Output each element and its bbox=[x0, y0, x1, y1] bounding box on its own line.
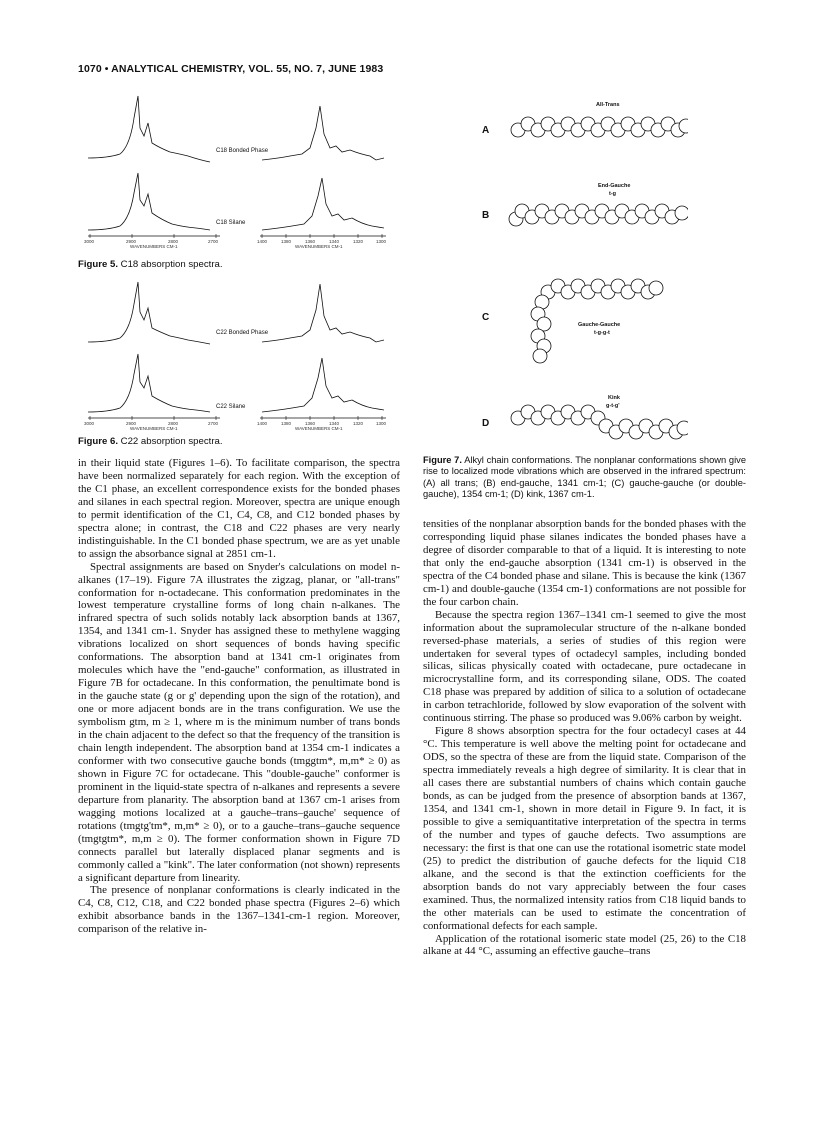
fig7-panel-a-letter: A bbox=[482, 125, 490, 136]
fig7-panel-b-title: End-Gauche bbox=[598, 183, 631, 189]
fig7-conformations bbox=[478, 96, 688, 446]
fig7-caption-label: Figure 7. bbox=[423, 455, 462, 465]
fig5-right-tick-2: 1360 bbox=[305, 239, 316, 244]
fig7-panel-b-subtitle: t-g bbox=[609, 191, 617, 197]
fig5-right-tick-0: 1400 bbox=[257, 239, 268, 244]
fig6-left-tick-2: 2800 bbox=[168, 421, 179, 426]
fig5-right-tick-3: 1340 bbox=[329, 239, 340, 244]
fig7-panel-c-letter: C bbox=[482, 312, 490, 323]
col2-paragraph-4: Application of the rotational isomeric state model (25, 26) to the C18 alkane at 44 °C, assuming an effective gauche–trans bbox=[423, 932, 746, 958]
col1-paragraph-2: Spectral assignments are based on Snyder's calculations on model n-alkanes (17–19). Figure 7A illustrates the zigzag, planar, or "all-trans" conformation for n-octadecane. This conformation predominates in the lowest temperature crystalline forms of long chain n-alkanes. The infrared spectra of such solids notably lack absorption bands at 1367, 1354, and 1341 cm-1. Snyder has assigned these to methylene wagging vibrations localized on short sequences of bonds having specific conformations. The absorption band at 1341 cm-1 originates from molecules which have the "end-gauche" conformation, as illustrated in Figure 7B for octadecane. In this conformation, the penultimate bond is in the gauche state (g or g' depending upon the sign of the rotation), and one or more adjacent bonds are in the trans configuration. We use the symbolism gtm, m ≥ 1, where m is the minimum number of trans bonds in the chain adjacent to the defect so that the frequency of the transition is chain length independent. The absorption band at 1354 cm-1 indicates a conformer with two consecutive gauche bonds (tmggtm*, m,m* ≥ 0) as shown in Figure 7C for octadecane. This "double-gauche" conformer is prominent in the liquid-state spectra of n-alkanes and represents a severe departure from planarity. The absorption band at 1367 cm-1 arises from wagging motions localized at a gauche–trans–gauche' sequence of rotations (tmgtg'tm*, m,m* ≥ 0), or to a gauche–trans–gauche sequence (tmgtgtm*, m,m ≥ 0). The former conformation shown in Figure 7D connects parallel but laterally displaced planar segments and is commonly called a "kink". The later conformation (not shown) represents a significant departure from linearity. bbox=[78, 560, 400, 884]
col1-paragraph-3: The presence of nonplanar conformations is clearly indicated in the C4, C8, C12, C18, and C22 bonded phase spectra (Figures 2–6) which exhibit absorbance bands in the 1367–1341-cm-1 region. Moreover, comparison of the relative in- bbox=[78, 884, 400, 936]
fig5-label-silane: C18 Silane bbox=[216, 220, 246, 226]
fig7-panel-c-title: Gauche-Gauche bbox=[578, 322, 621, 328]
fig7-panel-b-letter: B bbox=[482, 210, 490, 221]
fig7-panel-c-subtitle: t-g-g-t bbox=[594, 330, 610, 336]
fig5-left-tick-1: 2900 bbox=[126, 239, 137, 244]
fig5-spectra bbox=[80, 88, 415, 250]
fig6-right-tick-2: 1360 bbox=[305, 421, 316, 426]
fig6-right-tick-4: 1320 bbox=[353, 421, 364, 426]
fig6-caption-label: Figure 6. bbox=[78, 436, 118, 447]
fig6-label-bonded: C22 Bonded Phase bbox=[216, 330, 269, 336]
fig7-panel-d-title: Kink bbox=[608, 395, 620, 401]
col2-paragraph-1: tensities of the nonplanar absorption bands for the bonded phases with the corresponding liquid phase silanes indicates the bonded phases have a degree of disorder comparable to that of a liquid. It is interesting to note that only the end-gauche absorption (1341 cm-1) is observed in the spectra of the C4 bonded phase and silane. This is because the kink (1367 cm-1) and double-gauche (1354 cm-1) conformations are not possible for the four carbon chain. bbox=[423, 518, 746, 608]
fig6-right-tick-5: 1300 bbox=[376, 421, 387, 426]
fig6-left-tick-1: 2900 bbox=[126, 421, 137, 426]
fig7-chain-d bbox=[511, 405, 688, 439]
fig5-right-tick-5: 1300 bbox=[376, 239, 387, 244]
fig6-right-tick-3: 1340 bbox=[329, 421, 340, 426]
fig5-right-bottom-trace bbox=[262, 178, 384, 230]
fig5-left-axis-title: WAVENUMBERS CM-1 bbox=[130, 244, 178, 249]
fig5-left-top-trace bbox=[88, 96, 210, 162]
fig6-caption bbox=[78, 436, 223, 447]
fig5-right-top-trace bbox=[262, 106, 384, 160]
fig6-left-axis-title: WAVENUMBERS CM-1 bbox=[130, 426, 178, 430]
fig5-right-tick-4: 1320 bbox=[353, 239, 364, 244]
fig6-right-tick-1: 1380 bbox=[281, 421, 292, 426]
col2-paragraph-2: Because the spectra region 1367–1341 cm-1 seemed to give the most information about the supramolecular structure of the n-alkane bonded reversed-phase materials, a series of studies of this region were undertaken for several types of octadecyl samples, including bonded silicas, silicas physically coated with octadecane, pure octadecane in microcrystalline form, and its corresponding silane, ODS. The coated C18 phase was prepared by addition of silica to a solution of octadecane in carbon tetrachloride, followed by slow evaporation of the solvent with continuous stirring. The phase so produced was 9.06% carbon by weight. bbox=[423, 608, 746, 725]
fig6-label-silane: C22 Silane bbox=[216, 404, 246, 410]
fig5-caption-label: Figure 5. bbox=[78, 259, 118, 270]
fig7-panel-d-subtitle: g-t-g' bbox=[606, 403, 620, 409]
fig6-right-top-trace bbox=[262, 284, 384, 342]
fig7-chain-b bbox=[509, 204, 688, 226]
fig7-panel-a-title: All-Trans bbox=[596, 102, 620, 108]
fig5-left-bottom-trace bbox=[88, 173, 210, 230]
fig5-label-bonded: C18 Bonded Phase bbox=[216, 148, 269, 154]
fig6-right-bottom-trace bbox=[262, 358, 384, 412]
col1-paragraph-1: in their liquid state (Figures 1–6). To facilitate comparison, the spectra have been normalized separately for each region. With the exception of the C1 phase, an excellent correspondence exists for the bonded phases and silanes in each spectral region. Moreover, spectra are unique enough to permit identification of the C1, C4, C8, and C12 bonded phases by spectra alone; in contrast, the C18 and C22 phases are very nearly indistinguishable. In the C1 bonded phase spectrum, we are as yet unable to assign the absorbance signal at 2851 cm-1. bbox=[78, 457, 400, 560]
fig6-left-tick-3: 2700 bbox=[208, 421, 219, 426]
fig5-caption bbox=[78, 259, 223, 270]
fig7-caption bbox=[423, 455, 746, 501]
fig5-left-tick-2: 2800 bbox=[168, 239, 179, 244]
fig6-right-axis-title: WAVENUMBERS CM-1 bbox=[295, 426, 343, 430]
col2-paragraph-3: Figure 8 shows absorption spectra for the four octadecyl cases at 44 °C. This temperature is well above the melting point for octadecane and ODS, so the spectra of these are from the liquid state. Comparison of the spectra immediately reveals a high degree of similarity. It is clear that in all cases there are substantial numbers of chains which contain gauche bonds, as can be judged from the presence of absorption bands at 1367, 1354, and 1341 cm-1, shown in more detail in Figure 9. In fact, it is possible to give a semiquantitative interpretation of the spectra in terms of the number and types of gauche defects. Two assumptions are necessary: the first is that one can use the rotational isometric state model (25) to predict the distribution of gauche defects for the liquid C18 alkane, and the second is that the extinction coefficients for the absorption bands do not vary appreciably between the four cases examined. Thus, the normalized intensity ratios from C18 liquid bands to the other materials can be used to estimate the concentration of conformational defects for each sample. bbox=[423, 725, 746, 932]
fig6-left-top-trace bbox=[88, 282, 210, 344]
fig6-spectra bbox=[80, 270, 415, 430]
fig7-panel-d-letter: D bbox=[482, 418, 490, 429]
fig6-right-tick-0: 1400 bbox=[257, 421, 268, 426]
body-column-right bbox=[423, 518, 746, 958]
running-head: 1070 • ANALYTICAL CHEMISTRY, VOL. 55, NO. 7, JUNE 1983 bbox=[78, 63, 384, 75]
body-column-left bbox=[78, 457, 400, 936]
fig5-left-tick-3: 2700 bbox=[208, 239, 219, 244]
fig5-right-axis-title: WAVENUMBERS CM-1 bbox=[295, 244, 343, 249]
fig6-caption-text: C22 absorption spectra. bbox=[120, 436, 223, 447]
fig5-right-tick-1: 1380 bbox=[281, 239, 292, 244]
fig6-left-tick-0: 3000 bbox=[84, 421, 95, 426]
fig5-left-tick-0: 3000 bbox=[84, 239, 95, 244]
fig7-chain-a bbox=[511, 117, 688, 137]
fig6-left-bottom-trace bbox=[88, 354, 210, 412]
fig7-chain-c bbox=[531, 279, 663, 363]
fig7-caption-text: Alkyl chain conformations. The nonplanar conformations shown give rise to localized mode vibrations which are observed in the infrared spectrum: (A) all trans; (B) end-gauche, 1341 cm-1; (C) gauche-gauche (or double-gauche), 1354 cm-1; (D) kink, 1367 cm-1. bbox=[423, 455, 746, 500]
fig5-caption-text: C18 absorption spectra. bbox=[120, 259, 223, 270]
